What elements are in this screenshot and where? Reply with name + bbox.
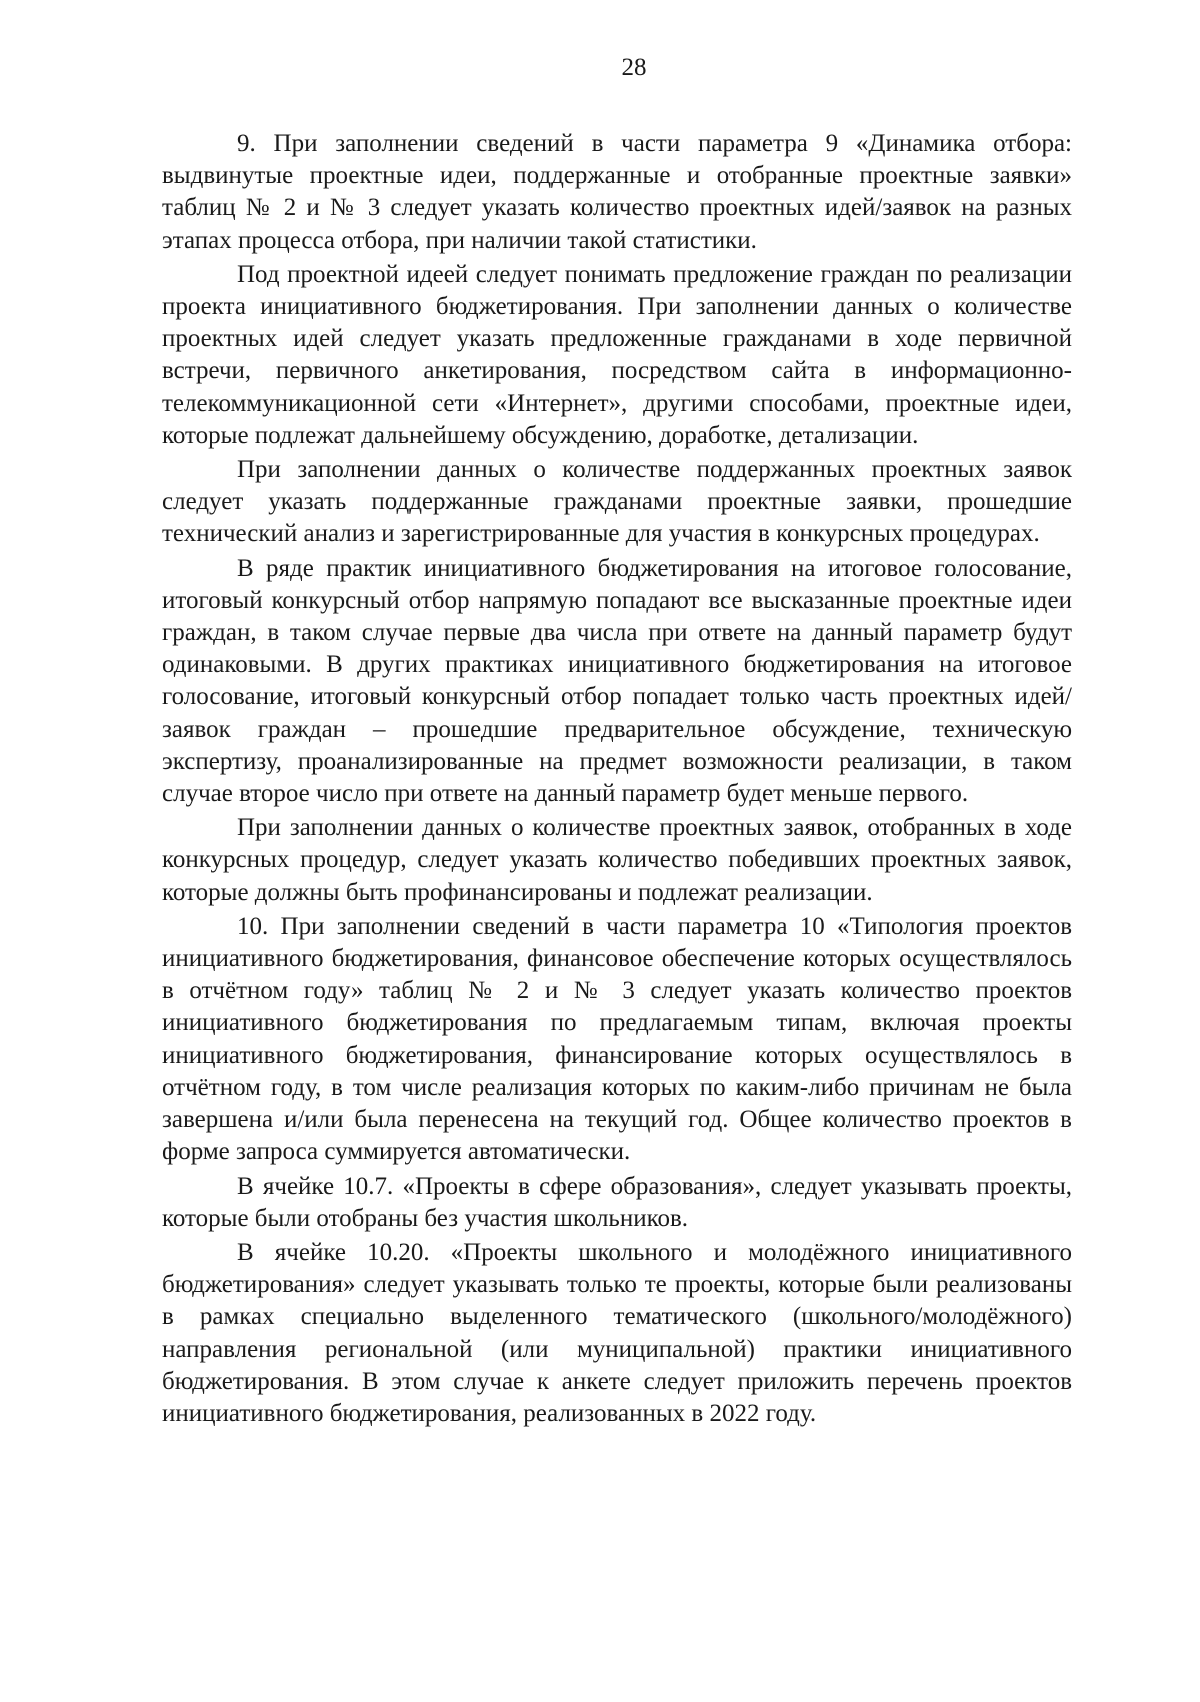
paragraph-selected-applications: При заполнении данных о количестве проектных заявок, отобранных в ходе конкурсных процедур, следует указать количество победивших проектных заявок, которые должны быть профинансированы и подлежат реализации. [162, 814, 1072, 906]
paragraph-project-idea: Под проектной идеей следует понимать предложение граждан по реализации проекта инициативного бюджетирования. При заполнении данных о количестве проектных идей следует указать предложенные гражданами в ходе первичной встречи, первичного анкетирования, посредством сайта в информационно-телекоммуникационной сети «Интернет», другими способами, проектные идеи, которые подлежат дальнейшему обсуждению, доработке, детализации. [162, 260, 1072, 449]
paragraph-param-9: 9. При заполнении сведений в части параметра 9 «Динамика отбора: выдвинутые проектные идеи, поддержанные и отобранные проектные заявки» таблиц № 2 и № 3 следует указать количество проектных идей/заявок на разных этапах процесса отбора, при наличии такой статистики. [162, 130, 1072, 254]
page-number: 28 [621, 54, 647, 81]
paragraph-practices: В ряде практик инициативного бюджетирования на итоговое голосование, итоговый конкурсный отбор напрямую попадают все высказанные проектные идеи граждан, в таком случае первые два числа при ответе на данный параметр будут одинаковыми. В других практиках инициативного бюджетирования на итоговое голосование, итоговый конкурсный отбор попадает только часть проектных идей/заявок граждан – прошедшие предварительное обсуждение, техническую экспертизу, проанализированные на предмет возможности реализации, в таком случае второе число при ответе на данный параметр будет меньше первого. [162, 554, 1072, 808]
paragraph-supported-applications: При заполнении данных о количестве поддержанных проектных заявок следует указать поддержанные гражданами проектные заявки, прошедшие технический анализ и зарегистрированные для участия в конкурсных процедурах. [162, 456, 1072, 548]
paragraph-param-10: 10. При заполнении сведений в части параметра 10 «Типология проектов инициативного бюджетирования, финансовое обеспечение которых осуществлялось в отчётном году» таблиц № 2 и № 3 следует указать количество проектов инициативного бюджетирования по предлагаемым типам, включая проекты инициативного бюджетирования, финансирование которых осуществлялось в отчётном году, в том числе реализация которых по каким-либо причинам не была завершена и/или была перенесена на текущий год. Общее количество проектов в форме запроса суммируется автоматически. [162, 912, 1072, 1166]
paragraph-cell-10-20: В ячейке 10.20. «Проекты школьного и молодёжного инициативного бюджетирования» следует указывать только те проекты, которые были реализованы в рамках специально выделенного тематического (школьного/молодёжного) направления региональной (или муниципальной) практики инициативного бюджетирования. В этом случае к анкете следует приложить перечень проектов инициативного бюджетирования, реализованных в 2022 году. [162, 1238, 1072, 1427]
paragraph-cell-10-7: В ячейке 10.7. «Проекты в сфере образования», следует указывать проекты, которые были отобраны без участия школьников. [162, 1172, 1072, 1232]
